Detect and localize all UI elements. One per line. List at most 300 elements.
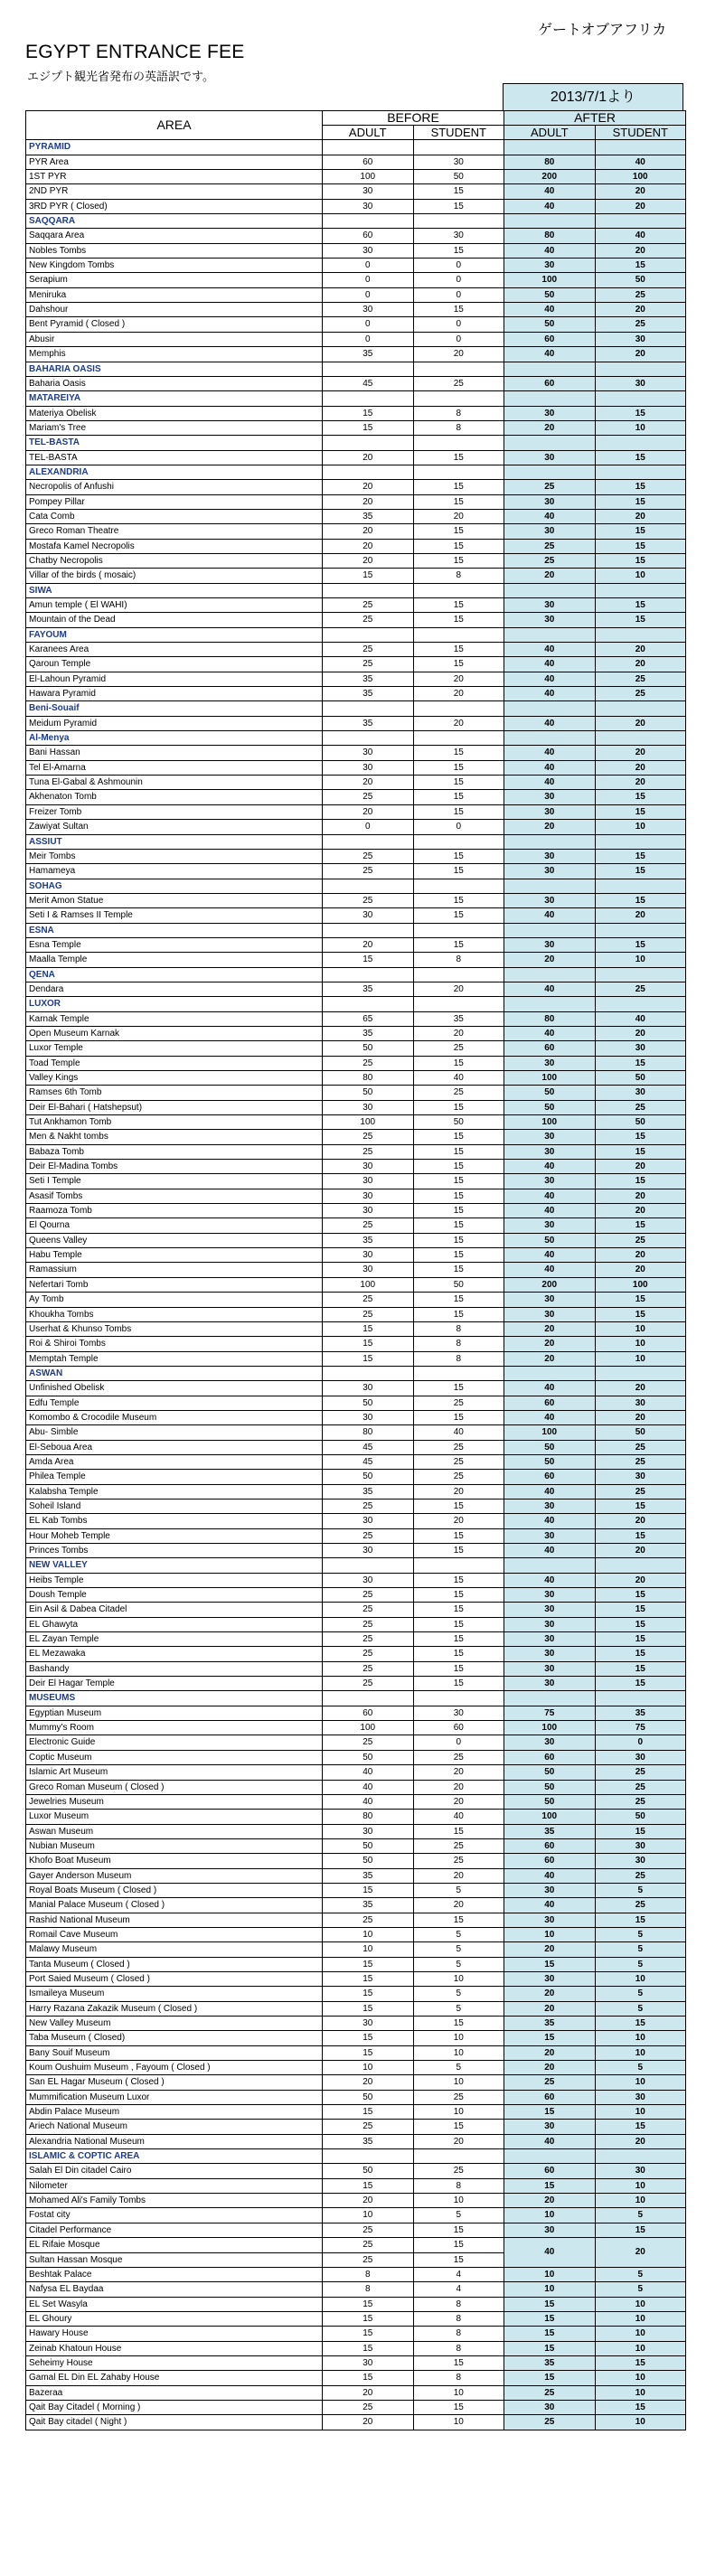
before-adult-fee: 10 [323,2061,414,2075]
before-student-fee: 15 [413,613,504,627]
after-adult-fee: 20 [504,2061,596,2075]
after-adult-fee: 30 [504,1499,596,1513]
after-adult-fee: 100 [504,1425,596,1440]
before-adult-fee: 15 [323,406,414,420]
site-name: Romail Cave Museum [26,1927,323,1941]
before-student-fee: 15 [413,1632,504,1647]
after-student-fee: 15 [595,1588,686,1603]
before-adult-fee: 25 [323,2252,414,2267]
before-student-fee: 15 [413,1263,504,1277]
site-name: New Kingdom Tombs [26,259,323,273]
before-student-fee: 25 [413,376,504,390]
after-adult-fee: 80 [504,1011,596,1026]
table-row [26,1248,686,1263]
after-adult-fee: 20 [504,1987,596,2001]
before-adult-fee: 25 [323,849,414,863]
after-adult-fee: 30 [504,613,596,627]
before-adult-fee: 30 [323,1381,414,1396]
after-adult-fee: 30 [504,804,596,819]
after-student-fee: 10 [595,2194,686,2208]
before-student-fee: 50 [413,1115,504,1130]
after-adult-fee: 60 [504,2164,596,2178]
before-adult-fee: 15 [323,1971,414,1986]
empty-cell [595,214,686,229]
empty-cell [504,465,596,479]
after-adult-fee: 40 [504,1514,596,1528]
before-adult-fee: 25 [323,893,414,907]
section-row [26,834,686,849]
site-name: Merit Amon Statue [26,893,323,907]
table-row [26,184,686,199]
after-student-fee: 15 [595,2120,686,2134]
before-adult-fee: 20 [323,2075,414,2090]
before-adult-fee: 25 [323,1588,414,1603]
empty-cell [413,627,504,642]
section-title: ASWAN [26,1366,323,1380]
empty-cell [504,701,596,716]
after-student-fee: 10 [595,2297,686,2311]
empty-cell [504,1691,596,1706]
after-adult-fee: 50 [504,1780,596,1794]
table-row [26,982,686,996]
before-student-fee: 5 [413,1942,504,1957]
before-adult-fee: 10 [323,1927,414,1941]
before-student-fee: 0 [413,317,504,332]
before-adult-fee: 30 [323,243,414,258]
page-subtitle: エジプト観光省発布の英語訳です。 [27,70,214,83]
before-adult-fee: 25 [323,1499,414,1513]
empty-cell [504,214,596,229]
site-name: Karanees Area [26,643,323,657]
table-row [26,1293,686,1307]
table-row [26,2327,686,2341]
empty-cell [595,140,686,155]
after-adult-fee: 15 [504,2341,596,2355]
table-row [26,672,686,686]
table-row [26,2194,686,2208]
before-student-fee: 20 [413,1765,504,1780]
section-title: ASSIUT [26,834,323,849]
empty-cell [413,140,504,155]
before-student-fee: 20 [413,687,504,701]
after-adult-fee: 30 [504,849,596,863]
empty-cell [413,1691,504,1706]
site-name: Seti I & Ramses II Temple [26,908,323,923]
before-student-fee: 50 [413,1277,504,1292]
empty-cell [413,997,504,1011]
table-row [26,332,686,346]
table-row [26,1499,686,1513]
before-adult-fee: 80 [323,1425,414,1440]
after-student-fee: 15 [595,1661,686,1676]
after-student-fee: 15 [595,1632,686,1647]
section-row [26,967,686,982]
table-row [26,1794,686,1809]
site-name: Asasif Tombs [26,1189,323,1203]
before-student-fee: 20 [413,347,504,362]
table-row [26,937,686,952]
after-student-fee: 25 [595,1454,686,1469]
table-row [26,1337,686,1351]
before-adult-fee: 30 [323,199,414,213]
before-adult-fee: 30 [323,303,414,317]
before-adult-fee: 15 [323,1987,414,2001]
empty-cell [323,1366,414,1380]
table-row [26,1750,686,1764]
after-adult-fee: 30 [504,2400,596,2414]
before-adult-fee: 65 [323,1011,414,1026]
after-adult-fee: 40 [504,2238,596,2268]
table-row [26,2297,686,2311]
after-adult-fee: 30 [504,1293,596,1307]
after-student-fee: 30 [595,332,686,346]
after-student-fee: 75 [595,1721,686,1735]
before-student-fee: 20 [413,1868,504,1883]
before-adult-fee: 20 [323,937,414,952]
before-student-fee: 50 [413,170,504,184]
before-student-fee: 20 [413,1780,504,1794]
empty-cell [504,436,596,450]
after-adult-fee: 30 [504,1528,596,1543]
table-row [26,1677,686,1691]
site-name: Kalabsha Temple [26,1484,323,1499]
before-adult-fee: 80 [323,1810,414,1824]
after-student-fee: 20 [595,1026,686,1040]
table-row [26,1617,686,1631]
site-name: Akhenaton Tomb [26,790,323,804]
before-student-fee: 4 [413,2267,504,2281]
table-row [26,2267,686,2281]
section-title: SAQQARA [26,214,323,229]
empty-cell [323,997,414,1011]
before-student-fee: 20 [413,716,504,730]
site-name: Deir El-Bahari ( Hatshepsut) [26,1100,323,1114]
empty-cell [413,391,504,406]
after-student-fee: 30 [595,1041,686,1056]
empty-cell [595,1366,686,1380]
after-student-fee: 25 [595,1794,686,1809]
before-student-fee: 60 [413,1721,504,1735]
before-adult-fee: 15 [323,2371,414,2385]
table-row [26,2282,686,2297]
before-student-fee: 15 [413,553,504,568]
section-title: Al-Menya [26,731,323,746]
table-row [26,1838,686,1853]
table-row [26,524,686,539]
after-student-fee: 20 [595,347,686,362]
empty-cell [504,362,596,376]
before-student-fee: 25 [413,2090,504,2104]
before-adult-fee: 25 [323,1735,414,1750]
after-adult-fee: 40 [504,776,596,790]
table-row [26,1573,686,1587]
site-name: San EL Hagar Museum ( Closed ) [26,2075,323,2090]
table-row [26,598,686,613]
after-adult-fee: 25 [504,539,596,553]
before-student-fee: 8 [413,2371,504,2385]
after-adult-fee: 30 [504,598,596,613]
table-row [26,1470,686,1484]
empty-cell [413,214,504,229]
section-row [26,923,686,937]
site-name: Jewelries Museum [26,1794,323,1809]
after-adult-fee: 40 [504,760,596,775]
site-name: PYR Area [26,155,323,169]
before-adult-fee: 20 [323,553,414,568]
site-name: Zeinab Khatoun House [26,2341,323,2355]
table-row [26,1056,686,1070]
after-adult-fee: 40 [504,657,596,672]
after-student-fee: 5 [595,1883,686,1897]
table-row [26,406,686,420]
site-name: Mohamed Ali's Family Tombs [26,2194,323,2208]
site-name: Gamal EL Din EL Zahaby House [26,2371,323,2385]
before-adult-fee: 50 [323,1396,414,1410]
table-row [26,170,686,184]
after-student-fee: 15 [595,849,686,863]
after-student-fee: 20 [595,1381,686,1396]
table-row [26,1071,686,1086]
before-student-fee: 0 [413,820,504,834]
after-student-fee: 15 [595,406,686,420]
site-name: EL Kab Tombs [26,1514,323,1528]
site-name: Fostat city [26,2208,323,2223]
before-adult-fee: 30 [323,1824,414,1838]
before-adult-fee: 50 [323,2090,414,2104]
before-student-fee: 8 [413,406,504,420]
table-row [26,953,686,967]
table-row [26,1011,686,1026]
table-row [26,1883,686,1897]
site-name: Maalla Temple [26,953,323,967]
before-adult-fee: 35 [323,1898,414,1913]
after-adult-fee: 40 [504,1263,596,1277]
site-name: Luxor Temple [26,1041,323,1056]
before-adult-fee: 10 [323,1942,414,1957]
table-row [26,480,686,494]
table-row [26,2238,686,2252]
before-student-fee: 20 [413,1514,504,1528]
site-name: EL Set Wasyla [26,2297,323,2311]
table-row [26,1189,686,1203]
after-student-fee: 20 [595,1573,686,1587]
before-adult-fee: 45 [323,1454,414,1469]
after-student-fee: 15 [595,1913,686,1927]
before-adult-fee: 80 [323,1071,414,1086]
after-adult-fee: 25 [504,2385,596,2400]
section-title: Beni-Souaif [26,701,323,716]
after-adult-fee: 30 [504,893,596,907]
after-student-fee: 40 [595,229,686,243]
site-name: TEL-BASTA [26,450,323,465]
site-name: Mostafa Kamel Necropolis [26,539,323,553]
after-adult-fee: 30 [504,259,596,273]
site-name: Bashandy [26,1661,323,1676]
before-student-fee: 15 [413,494,504,509]
before-student-fee: 15 [413,804,504,819]
page-title: EGYPT ENTRANCE FEE [25,42,245,62]
after-adult-fee: 10 [504,2282,596,2297]
site-name: Abu- Simble [26,1425,323,1440]
before-adult-fee: 30 [323,184,414,199]
site-name: Aswan Museum [26,1824,323,1838]
table-row [26,450,686,465]
after-adult-fee: 25 [504,553,596,568]
before-adult-fee: 100 [323,170,414,184]
empty-cell [323,1691,414,1706]
site-name: Tut Ankhamon Tomb [26,1115,323,1130]
before-student-fee: 15 [413,1160,504,1174]
empty-cell [413,967,504,982]
after-student-fee: 20 [595,643,686,657]
before-student-fee: 15 [413,2223,504,2237]
before-adult-fee: 35 [323,2134,414,2148]
before-adult-fee: 20 [323,524,414,539]
site-name: Qaroun Temple [26,657,323,672]
after-student-fee: 20 [595,1544,686,1558]
after-adult-fee: 50 [504,317,596,332]
before-adult-fee: 35 [323,672,414,686]
table-row [26,1971,686,1986]
after-student-fee: 10 [595,2031,686,2045]
table-row [26,1425,686,1440]
table-row [26,303,686,317]
site-name: EL Zayan Temple [26,1632,323,1647]
before-student-header: STUDENT [413,126,504,140]
after-student-fee: 20 [595,1263,686,1277]
empty-cell [595,967,686,982]
after-adult-fee: 40 [504,1544,596,1558]
before-adult-fee: 25 [323,1603,414,1617]
section-row [26,2149,686,2164]
after-adult-fee: 50 [504,1086,596,1100]
site-name: Baharia Oasis [26,376,323,390]
before-adult-fee: 30 [323,1174,414,1189]
after-student-fee: 20 [595,2238,686,2268]
before-student-fee: 15 [413,303,504,317]
after-adult-fee: 60 [504,376,596,390]
after-student-fee: 15 [595,1218,686,1233]
before-student-fee: 0 [413,273,504,287]
after-adult-fee: 50 [504,1233,596,1247]
before-student-fee: 10 [413,1971,504,1986]
before-student-fee: 15 [413,1381,504,1396]
before-student-fee: 25 [413,1041,504,1056]
before-student-fee: 5 [413,2001,504,2016]
site-name: Materiya Obelisk [26,406,323,420]
site-name: Ariech National Museum [26,2120,323,2134]
empty-cell [595,923,686,937]
empty-cell [595,436,686,450]
table-row [26,2105,686,2120]
before-student-fee: 15 [413,1204,504,1218]
site-name: El-Seboua Area [26,1440,323,1454]
site-name: Saqqara Area [26,229,323,243]
after-adult-fee: 30 [504,1307,596,1321]
table-row [26,1854,686,1868]
after-student-fee: 25 [595,1868,686,1883]
after-student-fee: 15 [595,1307,686,1321]
table-row [26,1647,686,1661]
after-date-banner: 2013/7/1より [503,83,683,110]
after-adult-fee: 40 [504,746,596,760]
after-adult-fee: 60 [504,1470,596,1484]
before-adult-fee: 30 [323,746,414,760]
after-student-fee: 15 [595,450,686,465]
before-student-fee: 15 [413,2252,504,2267]
after-student-fee: 15 [595,494,686,509]
section-title: FAYOUM [26,627,323,642]
after-adult-fee: 15 [504,2371,596,2385]
after-student-fee: 10 [595,420,686,435]
empty-cell [595,583,686,597]
before-adult-fee: 25 [323,864,414,879]
after-adult-fee: 30 [504,524,596,539]
after-adult-fee: 40 [504,643,596,657]
before-adult-fee: 25 [323,643,414,657]
before-adult-fee: 10 [323,2208,414,2223]
before-student-fee: 20 [413,2134,504,2148]
after-student-fee: 20 [595,746,686,760]
site-name: Amda Area [26,1454,323,1469]
site-name: Taba Museum ( Closed) [26,2031,323,2045]
after-adult-fee: 40 [504,509,596,523]
after-student-fee: 20 [595,1248,686,1263]
site-name: Babaza Tomb [26,1144,323,1159]
table-row [26,2164,686,2178]
after-adult-fee: 30 [504,1056,596,1070]
before-adult-fee: 15 [323,2311,414,2326]
before-adult-fee: 15 [323,2001,414,2016]
table-row [26,229,686,243]
table-row [26,1913,686,1927]
after-student-fee: 10 [595,1971,686,1986]
after-adult-fee: 40 [504,716,596,730]
before-student-fee: 15 [413,1573,504,1587]
before-student-fee: 8 [413,569,504,583]
table-row [26,1440,686,1454]
after-adult-fee: 40 [504,672,596,686]
after-student-fee: 25 [595,1780,686,1794]
before-adult-fee: 20 [323,480,414,494]
site-name: Komombo & Crocodile Museum [26,1410,323,1424]
before-adult-fee: 20 [323,2385,414,2400]
table-row [26,2341,686,2355]
section-row [26,140,686,155]
after-adult-fee: 10 [504,2208,596,2223]
after-adult-fee: 60 [504,1396,596,1410]
site-name: Meniruka [26,287,323,302]
before-adult-fee: 20 [323,804,414,819]
empty-cell [504,879,596,893]
before-adult-fee: 40 [323,1780,414,1794]
after-student-header: STUDENT [595,126,686,140]
table-row [26,1041,686,1056]
site-name: Memptah Temple [26,1351,323,1366]
after-student-fee: 25 [595,687,686,701]
after-student-fee: 25 [595,1484,686,1499]
site-name: Raamoza Tomb [26,1204,323,1218]
table-row [26,1721,686,1735]
before-student-fee: 0 [413,259,504,273]
section-title: NEW VALLEY [26,1558,323,1573]
empty-cell [504,140,596,155]
after-adult-fee: 20 [504,1321,596,1336]
site-name: Rashid National Museum [26,1913,323,1927]
after-adult-fee: 30 [504,1647,596,1661]
table-row [26,1942,686,1957]
after-adult-fee: 50 [504,287,596,302]
